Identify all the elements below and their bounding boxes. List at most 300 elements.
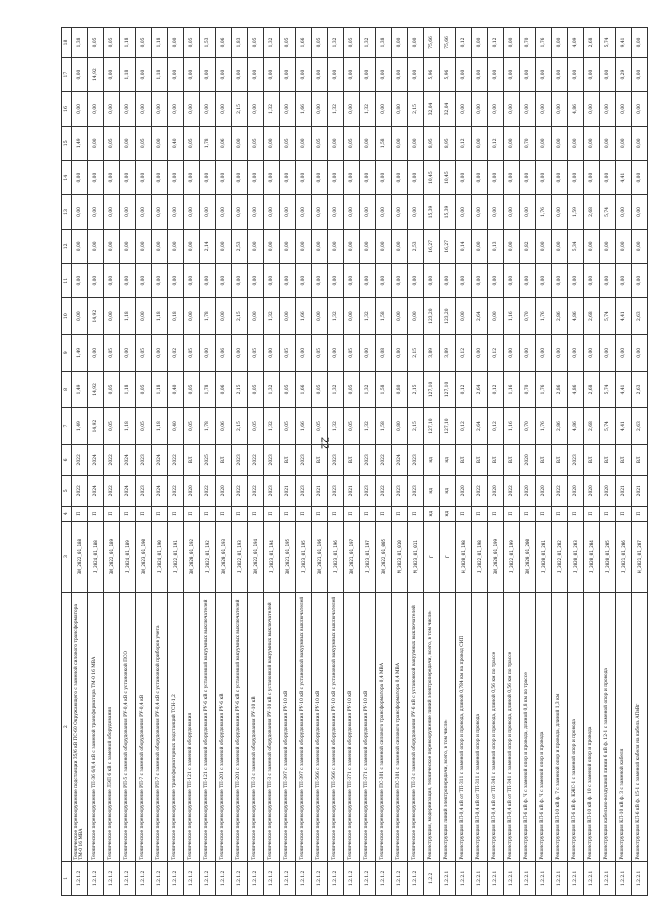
table-cell: 0,00 [328,263,344,297]
table-cell: 2024 [152,444,168,475]
table-cell: 0,00 [328,195,344,229]
table-cell: 0,05 [344,28,360,58]
table-cell: 0,00 [232,160,248,194]
table-cell: 2,53 [232,229,248,263]
project-name-cell: Техническое перевооружение ТП-121 с заменой оборудования [184,592,200,861]
table-cell: П [72,506,88,521]
table-cell: 2,68 [584,195,600,229]
project-code-cell: Г [440,521,456,592]
table-cell: 1.2.1.2 [184,861,200,895]
table-cell: 2,68 [584,298,600,335]
project-code-cell: 3И_2020_01_200 [520,521,536,592]
table-cell: 0,00 [184,229,200,263]
table-cell: 2020 [520,475,536,506]
table-cell: 1,66 [296,92,312,126]
table-cell: 0,05 [280,126,296,160]
table-cell: 0,00 [264,57,280,91]
table-cell: 0,00 [584,160,600,194]
table-cell: П [632,506,648,521]
table-cell: 0,00 [248,57,264,91]
table-cell: 1.2.2.1 [584,861,600,895]
table-cell: 2,64 [472,371,488,408]
table-cell: 0,00 [248,160,264,194]
project-code-cell: J_2023_01_194 [264,521,280,592]
table-cell: 1,18 [120,371,136,408]
table-cell: 4,41 [616,160,632,194]
table-cell: 0,00 [136,298,152,335]
project-name-cell: Реконструкция ВЛ-0,4 кВ от ТП-341 с заменой опор и провода, длиной 0,56 км по трассе [504,592,520,861]
table-cell: 0,00 [248,263,264,297]
table-cell: 0,00 [536,229,552,263]
table-cell: 0,70 [520,28,536,58]
table-cell: 1,16 [504,408,520,445]
project-code-cell: 3И_2022_01_194 [248,521,264,592]
table-cell: 1,83 [232,28,248,58]
table-cell: 1,16 [504,371,520,408]
table-cell: 0,00 [632,334,648,371]
table-row [616,28,632,896]
table-cell: 0,00 [392,195,408,229]
table-cell: 0,00 [376,263,392,297]
table-cell: 0,00 [472,57,488,91]
table-cell: 0,00 [72,229,88,263]
table-cell: 0,00 [248,298,264,335]
table-cell: 0,00 [104,160,120,194]
table-cell: 1.2.2.1 [504,861,520,895]
table-cell: 0,05 [104,126,120,160]
table-header-row [62,28,72,896]
table-cell: 16,27 [424,229,440,263]
table-cell: 2023 [136,444,152,475]
table-cell: 1.2.1.2 [408,861,424,895]
table-cell: 0,00 [552,334,568,371]
table-cell: 1,66 [296,28,312,58]
project-code-cell: J_2022_01_191 [168,521,184,592]
table-cell: 0,00 [472,92,488,126]
table-cell: 0,00 [408,160,424,194]
table-cell: 0,00 [616,92,632,126]
table-cell: 0,00 [120,195,136,229]
project-name-cell: Реконструкция ВЛ-0,4 кВ от ТП-341 с заменой опор и провода, длиной 0,56 км по трассе [488,592,504,861]
table-cell: 0,02 [168,334,184,371]
table-cell: 1,76 [536,371,552,408]
table-cell: 0,70 [520,371,536,408]
table-cell: 1,32 [360,371,376,408]
table-cell: 0,80 [392,371,408,408]
column-header: 10 [62,298,72,335]
table-cell: 0,00 [232,195,248,229]
table-cell: 0,00 [504,263,520,297]
table-cell: 0,00 [568,126,584,160]
table-cell: 0,06 [216,334,232,371]
table-cell: 0,05 [280,371,296,408]
project-code-cell: 3И_2021_01_196 [312,521,328,592]
table-cell: 0,00 [136,195,152,229]
table-cell: 0,12 [456,334,472,371]
table-cell: 1,58 [376,408,392,445]
table-row [360,28,376,896]
table-cell: 14,92 [88,408,104,445]
table-cell: 0,00 [184,195,200,229]
table-cell: 0,00 [488,92,504,126]
table-cell: 1.2.2.1 [520,861,536,895]
table-cell: 0,00 [328,229,344,263]
table-cell: 0,00 [344,92,360,126]
table-cell: 4,09 [568,28,584,58]
table-cell: 1.2.1.2 [88,861,104,895]
table-cell: 0,00 [72,160,88,194]
table-cell: 0,00 [200,160,216,194]
table-cell: 2021 [312,475,328,506]
table-cell: 0,00 [584,229,600,263]
table-cell: 1.2.1.2 [152,861,168,895]
table-cell: 1,76 [536,28,552,58]
table-cell: 0,00 [216,263,232,297]
table-cell: 1.2.1.2 [360,861,376,895]
table-cell: 2023 [392,475,408,506]
project-code-cell: J_2024_01_189 [120,521,136,592]
table-cell: 0,00 [280,263,296,297]
table-cell: 0,00 [552,195,568,229]
table-cell: 0,00 [312,160,328,194]
table-cell: 0,00 [344,57,360,91]
table-cell: 0,00 [584,57,600,91]
table-cell: 0,06 [216,126,232,160]
table-cell: 0,05 [312,371,328,408]
table-cell: нд [424,444,440,475]
table-row [264,28,280,896]
table-cell: 0,00 [536,334,552,371]
table-cell: 0,00 [168,263,184,297]
project-name-cell: Техническое перевооружение ТП-3 с заменой оборудования РУ-10 кВ [248,592,264,861]
table-cell: 0,00 [392,126,408,160]
table-cell: 0,00 [616,263,632,297]
table-cell: 2020 [184,475,200,506]
table-cell: 0,40 [168,126,184,160]
table-cell: 1,18 [120,408,136,445]
table-row [136,28,152,896]
table-cell: 2024 [120,444,136,475]
table-cell: П [232,506,248,521]
table-cell: 0,80 [392,334,408,371]
table-cell: П [568,506,584,521]
project-name-cell: Реконструкция, модернизация, техническое перевооружение линий электропередачи, всего, в том числе: [424,592,440,861]
table-cell: 123,20 [440,298,456,335]
project-name-cell: Техническое перевооружение ТП-3 с заменой оборудования РУ-6 кВ с установкой вакуумных выключателей [408,592,424,861]
table-cell: 0,12 [488,28,504,58]
table-cell: 2022 [168,475,184,506]
table-cell: 0,00 [600,57,616,91]
table-cell: 0,00 [344,229,360,263]
table-cell: 0,00 [376,229,392,263]
project-code-cell: M_2023_01_010 [392,521,408,592]
table-cell: 2,14 [200,229,216,263]
table-cell: 0,05 [248,126,264,160]
table-cell: 14,92 [88,298,104,335]
table-cell: ВЛ [216,444,232,475]
table-cell: ВЛ [488,444,504,475]
table-cell: П [296,506,312,521]
table-cell: 1.2.2.1 [568,861,584,895]
table-cell: 10,45 [424,160,440,194]
table-cell: 0,00 [536,92,552,126]
table-cell: 0,00 [184,57,200,91]
table-cell: 127,10 [424,371,440,408]
table-cell: 0,00 [360,263,376,297]
table-cell: 1,66 [296,371,312,408]
table-cell: 5,74 [600,371,616,408]
project-name-cell: Техническое перевооружение РП-5 с заменой оборудования РУ-0,4 кВ с установкой ПСО [120,592,136,861]
table-cell: 0,00 [184,298,200,335]
table-row [296,28,312,896]
table-cell: 0,00 [120,334,136,371]
table-row [152,28,168,896]
table-cell: 4,41 [616,298,632,335]
table-cell: 14,92 [88,57,104,91]
table-cell: 0,05 [280,28,296,58]
table-cell: 0,00 [120,229,136,263]
table-cell: 2,15 [232,298,248,335]
table-cell: 0,00 [328,57,344,91]
table-cell: 2020 [456,475,472,506]
project-name-cell: Техническое перевооружение ТП-371 с заменой оборудования РУ-10 кВ [360,592,376,861]
table-cell: П [552,506,568,521]
table-cell: 2020 [536,475,552,506]
table-cell: 9,41 [616,28,632,58]
table-cell: 2024 [392,444,408,475]
table-row [632,28,648,896]
table-row [200,28,216,896]
table-cell: 1.2.2.1 [632,861,648,895]
table-cell: 75,66 [424,28,440,58]
table-cell: 0,00 [280,229,296,263]
table-cell: 10,45 [440,160,456,194]
table-cell: П [104,506,120,521]
table-row [472,28,488,896]
table-cell: ВЛ [472,444,488,475]
project-name-cell: Реконструкция ВЛ-6 кВ ф. КЖС-1 с заменой опор и провода [568,592,584,861]
table-cell: 0,05 [184,408,200,445]
table-cell: 1,32 [328,371,344,408]
table-cell: 1,18 [152,371,168,408]
project-name-cell: Техническое перевооружение трансформаторных подстанций ТСН-1,2 [168,592,184,861]
table-cell: нд [440,475,456,506]
table-cell: 0,00 [280,195,296,229]
table-cell: 1.2.1.2 [104,861,120,895]
table-cell: 32,04 [440,92,456,126]
table-cell: 1,38 [72,28,88,58]
table-cell: 1,78 [200,371,216,408]
project-name-cell: Техническое перевооружение ТП-371 с заменой оборудования РУ-10 кВ [344,592,360,861]
project-name-cell: Техническое перевооружение ТП-3 с заменой оборудования РУ-10 кВ с установкой вакуумных выключателей [264,592,280,861]
table-cell: 0,00 [376,92,392,126]
table-cell: 0,00 [312,298,328,335]
table-cell: 0,00 [200,263,216,297]
table-cell: ВЛ [616,444,632,475]
table-cell: 0,80 [392,92,408,126]
table-cell: нд [440,444,456,475]
table-cell: 1.2.1.2 [72,861,88,895]
table-cell: 0,00 [296,334,312,371]
table-cell: 0,00 [200,57,216,91]
table-cell: 1,53 [200,28,216,58]
table-cell: 1,49 [72,126,88,160]
table-cell: 1.2.2.1 [472,861,488,895]
table-cell: 2020 [600,475,616,506]
table-cell: 1,32 [328,28,344,58]
table-cell: ВЛ [344,444,360,475]
table-cell: 0,00 [472,229,488,263]
column-header: 7 [62,408,72,445]
table-cell: 1,58 [376,126,392,160]
investment-table [61,27,648,896]
table-cell: 1.2.1.2 [168,861,184,895]
table-cell: 2023 [264,444,280,475]
table-cell: 0,00 [568,263,584,297]
table-cell: 0,05 [344,126,360,160]
table-cell: 2025 [200,444,216,475]
table-cell: 0,00 [472,334,488,371]
table-cell: 0,00 [408,263,424,297]
table-cell: 0,12 [456,126,472,160]
table-cell: 0,00 [264,263,280,297]
table-cell: 0,00 [152,92,168,126]
table-cell: 0,00 [488,160,504,194]
table-row [440,28,456,896]
table-cell: 0,05 [312,28,328,58]
table-cell: 0,00 [216,298,232,335]
project-code-cell: J_2022_01_199 [504,521,520,592]
table-cell: 0,00 [600,263,616,297]
table-cell: 0,00 [344,160,360,194]
table-cell: 1,18 [152,298,168,335]
table-cell: 0,00 [312,263,328,297]
table-cell: П [168,506,184,521]
table-cell: 0,12 [488,126,504,160]
table-cell: 0,00 [104,298,120,335]
project-code-cell: Г [424,521,440,592]
project-name-cell: Реконструкция ВЛ-0,4 кВ от ТП-311 с заменой опор и провода [472,592,488,861]
table-cell: 2,63 [632,408,648,445]
table-cell: 1,59 [568,195,584,229]
table-cell: 0,00 [408,126,424,160]
table-cell: 0,12 [456,371,472,408]
column-header: 16 [62,92,72,126]
table-cell: 0,05 [280,408,296,445]
table-cell: 4,86 [568,408,584,445]
table-cell: нд [424,506,440,521]
table-cell: 2022 [376,444,392,475]
table-cell: 0,00 [616,126,632,160]
column-header: 18 [62,28,72,58]
column-header: 11 [62,263,72,297]
table-cell: П [504,506,520,521]
project-code-cell: J_2022_01_198 [472,521,488,592]
table-cell: 0,00 [632,263,648,297]
table-cell: 1,49 [72,371,88,408]
table-cell: 0,00 [520,334,536,371]
table-cell: 5,74 [600,195,616,229]
table-cell: 0,05 [344,408,360,445]
table-cell: 0,00 [136,92,152,126]
table-cell: 8,95 [440,126,456,160]
table-cell: 0,00 [584,263,600,297]
table-cell: 5,34 [568,229,584,263]
table-cell: 16,27 [440,229,456,263]
table-cell: 2023 [408,475,424,506]
table-cell: 1,32 [360,28,376,58]
table-cell: 1,49 [72,408,88,445]
table-cell: 0,00 [616,229,632,263]
table-cell: 0,00 [456,298,472,335]
project-code-cell: 3И_2020_01_192 [184,521,200,592]
table-cell: 0,00 [184,92,200,126]
project-code-cell: J_2023_01_195 [296,521,312,592]
table-cell: 2020 [520,444,536,475]
table-cell: 0,00 [456,263,472,297]
table-cell: 0,00 [88,195,104,229]
table-cell: 2,63 [632,298,648,335]
table-cell: 1,18 [152,28,168,58]
table-cell: 5,74 [600,298,616,335]
table-cell: 4,41 [616,371,632,408]
table-cell: П [248,506,264,521]
table-cell: 0,00 [520,92,536,126]
table-cell: 1.2.2.1 [600,861,616,895]
project-name-cell: Реконструкция ВЛ-6 кВ ф. Ч с заменой опор и провода, длиной 0,8 км по трассе [520,592,536,861]
table-cell: 0,82 [520,229,536,263]
table-cell: 0,00 [504,160,520,194]
table-cell: 0,00 [216,57,232,91]
table-cell: 15,39 [424,195,440,229]
column-header: 9 [62,334,72,371]
table-cell: П [120,506,136,521]
column-header: 12 [62,229,72,263]
table-cell: 0,00 [152,263,168,297]
table-cell: 2022 [104,475,120,506]
table-cell: 0,80 [392,408,408,445]
table-cell: П [456,506,472,521]
project-code-cell: 3И_2022_01_005 [376,521,392,592]
column-header: 14 [62,160,72,194]
table-cell: 1,32 [264,371,280,408]
table-cell: 0,00 [456,160,472,194]
table-cell: 2020 [216,475,232,506]
table-cell: 0,00 [552,160,568,194]
table-cell: 0,00 [488,195,504,229]
table-cell: П [536,506,552,521]
table-cell: 0,00 [136,57,152,91]
column-header: 1 [62,861,72,895]
table-cell: 0,05 [280,334,296,371]
table-cell: 0,00 [264,195,280,229]
table-cell: 0,00 [504,195,520,229]
table-cell: 2,63 [632,371,648,408]
column-header: 5 [62,475,72,506]
table-cell: 0,00 [72,92,88,126]
table-cell: 0,00 [520,160,536,194]
table-cell: 2,15 [408,408,424,445]
table-cell: 0,00 [168,160,184,194]
table-cell: 2024 [88,444,104,475]
table-cell: 0,00 [392,263,408,297]
table-cell: 0,00 [632,195,648,229]
table-cell: 14,92 [88,371,104,408]
table-cell: 2023 [296,444,312,475]
table-cell: 0,00 [136,263,152,297]
table-cell: 0,05 [88,28,104,58]
table-cell: 2022 [72,444,88,475]
